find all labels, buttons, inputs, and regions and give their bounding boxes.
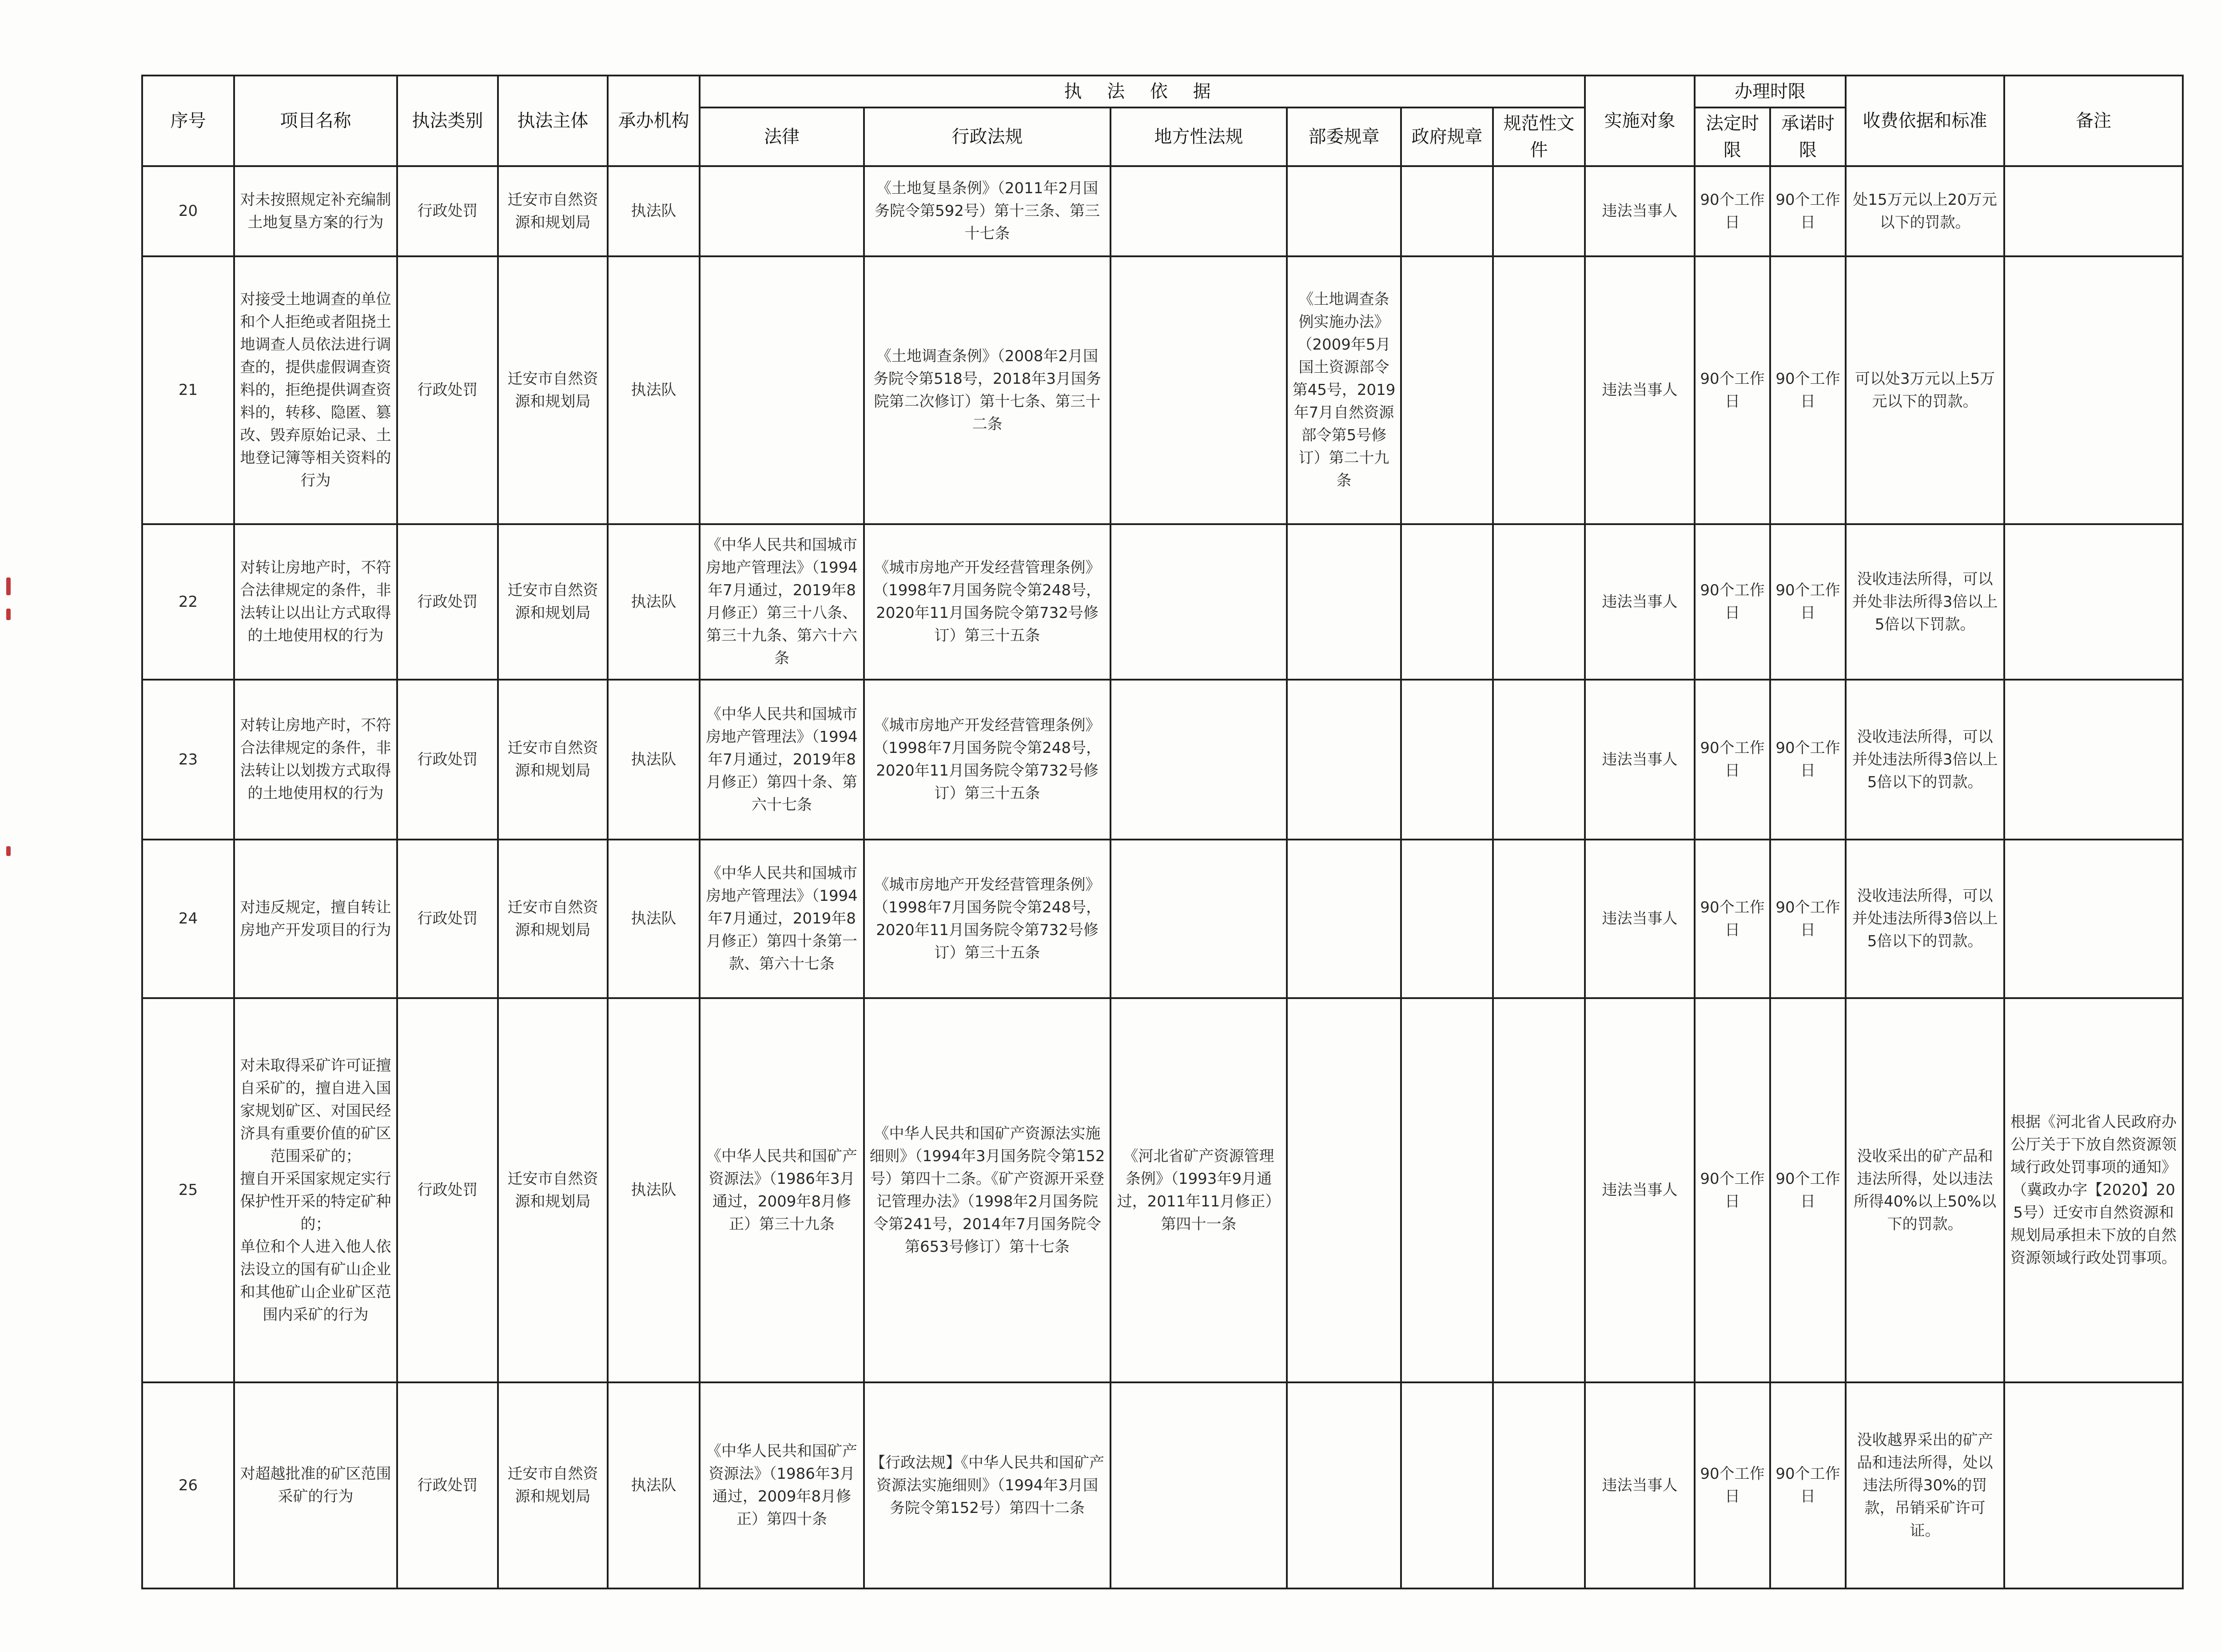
row-target: 违法当事人 (1585, 680, 1695, 840)
row-subject: 迁安市自然资源和规划局 (498, 524, 608, 680)
row-category: 行政处罚 (397, 1382, 498, 1588)
row-remark: 根据《河北省人民政府办公厅关于下放自然资源领域行政处罚事项的通知》（冀政办字【2020】205号）迁安市自然资源和规划局承担未下放的自然资源领域行政处罚事项。 (2004, 998, 2183, 1382)
row-agency: 执法队 (608, 256, 700, 524)
row-normative (1493, 840, 1585, 998)
row-promised-time: 90个工作日 (1770, 1382, 1846, 1588)
header-subject: 执法主体 (498, 76, 608, 166)
row-subject: 迁安市自然资源和规划局 (498, 166, 608, 256)
row-admin-reg: 《土地复垦条例》（2011年2月国务院令第592号）第十三条、第三十七条 (864, 166, 1110, 256)
row-normative (1493, 524, 1585, 680)
row-name-line: 擅自开采国家规定实行保护性开采的特定矿种的； (240, 1170, 391, 1233)
scan-mark (6, 846, 11, 856)
row-legal-time: 90个工作日 (1695, 998, 1770, 1382)
row-local-reg (1110, 840, 1287, 998)
row-subject: 迁安市自然资源和规划局 (498, 1382, 608, 1588)
row-remark (2004, 1382, 2183, 1588)
row-name (234, 998, 397, 1382)
row-gov-rule (1401, 524, 1493, 680)
table-row (142, 680, 2183, 840)
scan-mark (6, 577, 11, 595)
row-normative (1493, 256, 1585, 524)
row-local-reg: 《河北省矿产资源管理条例》（1993年9月通过，2011年11月修正）第四十一条 (1110, 998, 1287, 1382)
row-fee: 没收违法所得，可以并处违法所得3倍以上5倍以下的罚款。 (1846, 680, 2004, 840)
row-promised-time: 90个工作日 (1770, 256, 1846, 524)
row-local-reg (1110, 256, 1287, 524)
row-name: 对未按照规定补充编制土地复垦方案的行为 (234, 166, 397, 256)
row-fee: 没收违法所得，可以并处违法所得3倍以上5倍以下的罚款。 (1846, 840, 2004, 998)
row-name: 对接受土地调查的单位和个人拒绝或者阻挠土地调查人员依法进行调查的，提供虚假调查资料的，拒绝提供调查资料的，转移、隐匿、篡改、毁弃原始记录、土地登记簿等相关资料的行为 (234, 256, 397, 524)
row-gov-rule (1401, 256, 1493, 524)
row-local-reg (1110, 1382, 1287, 1588)
row-category: 行政处罚 (397, 256, 498, 524)
row-admin-reg: 《土地调查条例》（2008年2月国务院令第518号，2018年3月国务院第二次修订）第十七条、第三十二条 (864, 256, 1110, 524)
row-name-line: 对未取得采矿许可证擅自采矿的，擅自进入国家规划矿区、对国民经济具有重要价值的矿区范围采矿的； (240, 1056, 391, 1165)
row-admin-reg: 《中华人民共和国矿产资源法实施细则》（1994年3月国务院令第152号）第四十二条。《矿产资源开采登记管理办法》（1998年2月国务院令第241号，2014年7月国务院令第653号修订）第十七条 (864, 998, 1110, 1382)
row-remark (2004, 840, 2183, 998)
row-promised-time: 90个工作日 (1770, 524, 1846, 680)
row-ministry-rule (1287, 524, 1401, 680)
header-basis-group: 执 法 依 据 (700, 76, 1585, 107)
row-legal-time: 90个工作日 (1695, 166, 1770, 256)
row-no: 22 (142, 524, 234, 680)
row-ministry-rule (1287, 166, 1401, 256)
table-row (142, 998, 2183, 1382)
header-name: 项目名称 (234, 76, 397, 166)
row-ministry-rule (1287, 840, 1401, 998)
row-subject: 迁安市自然资源和规划局 (498, 840, 608, 998)
row-remark (2004, 166, 2183, 256)
header-target: 实施对象 (1585, 76, 1695, 166)
header-remark: 备注 (2004, 76, 2183, 166)
scan-mark (6, 609, 11, 620)
row-name: 对超越批准的矿区范围采矿的行为 (234, 1382, 397, 1588)
row-subject: 迁安市自然资源和规划局 (498, 998, 608, 1382)
row-subject: 迁安市自然资源和规划局 (498, 256, 608, 524)
header-fee: 收费依据和标准 (1846, 76, 2004, 166)
table-row (142, 166, 2183, 256)
row-target: 违法当事人 (1585, 166, 1695, 256)
row-legal-time: 90个工作日 (1695, 840, 1770, 998)
header-normative: 规范性文件 (1493, 107, 1585, 166)
row-remark (2004, 256, 2183, 524)
header-promised-time: 承诺时限 (1770, 107, 1846, 166)
row-target: 违法当事人 (1585, 256, 1695, 524)
table-row (142, 524, 2183, 680)
row-agency: 执法队 (608, 998, 700, 1382)
row-promised-time: 90个工作日 (1770, 166, 1846, 256)
row-law: 《中华人民共和国矿产资源法》（1986年3月通过，2009年8月修正）第四十条 (700, 1382, 864, 1588)
row-law: 《中华人民共和国矿产资源法》（1986年3月通过，2009年8月修正）第三十九条 (700, 998, 864, 1382)
header-agency: 承办机构 (608, 76, 700, 166)
row-admin-reg: 《城市房地产开发经营管理条例》（1998年7月国务院令第248号，2020年11月国务院令第732号修订）第三十五条 (864, 524, 1110, 680)
row-no: 25 (142, 998, 234, 1382)
row-normative (1493, 998, 1585, 1382)
table-row (142, 840, 2183, 998)
row-normative (1493, 680, 1585, 840)
row-no: 21 (142, 256, 234, 524)
row-law (700, 166, 864, 256)
row-admin-reg: 《城市房地产开发经营管理条例》（1998年7月国务院令第248号，2020年11月国务院令第732号修订）第三十五条 (864, 680, 1110, 840)
header-ministry-rule: 部委规章 (1287, 107, 1401, 166)
row-legal-time: 90个工作日 (1695, 524, 1770, 680)
header-admin-reg: 行政法规 (864, 107, 1110, 166)
table-row (142, 256, 2183, 524)
row-ministry-rule: 《土地调查条例实施办法》（2009年5月国土资源部令第45号，2019年7月自然资源部令第5号修订）第二十九条 (1287, 256, 1401, 524)
row-promised-time: 90个工作日 (1770, 998, 1846, 1382)
row-agency: 执法队 (608, 840, 700, 998)
row-fee: 没收违法所得，可以并处非法所得3倍以上5倍以下罚款。 (1846, 524, 2004, 680)
row-no: 23 (142, 680, 234, 840)
header-law: 法律 (700, 107, 864, 166)
row-category: 行政处罚 (397, 840, 498, 998)
row-normative (1493, 1382, 1585, 1588)
row-name: 对转让房地产时，不符合法律规定的条件，非法转让以出让方式取得的土地使用权的行为 (234, 524, 397, 680)
row-legal-time: 90个工作日 (1695, 680, 1770, 840)
row-no: 26 (142, 1382, 234, 1588)
row-name: 对转让房地产时，不符合法律规定的条件，非法转让以划拨方式取得的土地使用权的行为 (234, 680, 397, 840)
header-no: 序号 (142, 76, 234, 166)
row-agency: 执法队 (608, 680, 700, 840)
row-promised-time: 90个工作日 (1770, 840, 1846, 998)
row-category: 行政处罚 (397, 998, 498, 1382)
row-fee: 可以处3万元以上5万元以下的罚款。 (1846, 256, 2004, 524)
row-law: 《中华人民共和国城市房地产管理法》（1994年7月通过，2019年8月修正）第三十八条、第三十九条、第六十六条 (700, 524, 864, 680)
row-law (700, 256, 864, 524)
header-category: 执法类别 (397, 76, 498, 166)
row-name: 对违反规定，擅自转让房地产开发项目的行为 (234, 840, 397, 998)
row-target: 违法当事人 (1585, 1382, 1695, 1588)
row-target: 违法当事人 (1585, 524, 1695, 680)
row-no: 24 (142, 840, 234, 998)
row-agency: 执法队 (608, 166, 700, 256)
header-time-group: 办理时限 (1695, 76, 1846, 107)
row-fee: 没收越界采出的矿产品和违法所得，处以违法所得30%的罚款，吊销采矿许可证。 (1846, 1382, 2004, 1588)
row-remark (2004, 524, 2183, 680)
row-promised-time: 90个工作日 (1770, 680, 1846, 840)
row-legal-time: 90个工作日 (1695, 1382, 1770, 1588)
row-name-line: 单位和个人进入他人依法设立的国有矿山企业和其他矿山企业矿区范围内采矿的行为 (240, 1238, 391, 1324)
row-remark (2004, 680, 2183, 840)
row-ministry-rule (1287, 998, 1401, 1382)
row-category: 行政处罚 (397, 524, 498, 680)
row-category: 行政处罚 (397, 166, 498, 256)
table-row (142, 1382, 2183, 1588)
row-gov-rule (1401, 840, 1493, 998)
row-target: 违法当事人 (1585, 998, 1695, 1382)
row-admin-reg: 《城市房地产开发经营管理条例》（1998年7月国务院令第248号，2020年11月国务院令第732号修订）第三十五条 (864, 840, 1110, 998)
row-no: 20 (142, 166, 234, 256)
row-gov-rule (1401, 166, 1493, 256)
header-local-reg: 地方性法规 (1110, 107, 1287, 166)
row-law: 《中华人民共和国城市房地产管理法》（1994年7月通过，2019年8月修正）第四十条第一款、第六十七条 (700, 840, 864, 998)
row-law: 《中华人民共和国城市房地产管理法》（1994年7月通过，2019年8月修正）第四十条、第六十七条 (700, 680, 864, 840)
row-admin-reg: 【行政法规】《中华人民共和国矿产资源法实施细则》（1994年3月国务院令第152号）第四十二条 (864, 1382, 1110, 1588)
row-subject: 迁安市自然资源和规划局 (498, 680, 608, 840)
row-target: 违法当事人 (1585, 840, 1695, 998)
row-fee: 处15万元以上20万元以下的罚款。 (1846, 166, 2004, 256)
row-local-reg (1110, 166, 1287, 256)
row-local-reg (1110, 524, 1287, 680)
row-fee: 没收采出的矿产品和违法所得，处以违法所得40%以上50%以下的罚款。 (1846, 998, 2004, 1382)
row-normative (1493, 166, 1585, 256)
row-category: 行政处罚 (397, 680, 498, 840)
row-gov-rule (1401, 680, 1493, 840)
row-ministry-rule (1287, 680, 1401, 840)
row-legal-time: 90个工作日 (1695, 256, 1770, 524)
row-local-reg (1110, 680, 1287, 840)
row-agency: 执法队 (608, 524, 700, 680)
row-gov-rule (1401, 1382, 1493, 1588)
enforcement-table (141, 75, 2184, 1589)
header-gov-rule: 政府规章 (1401, 107, 1493, 166)
row-ministry-rule (1287, 1382, 1401, 1588)
row-gov-rule (1401, 998, 1493, 1382)
row-agency: 执法队 (608, 1382, 700, 1588)
header-legal-time: 法定时限 (1695, 107, 1770, 166)
